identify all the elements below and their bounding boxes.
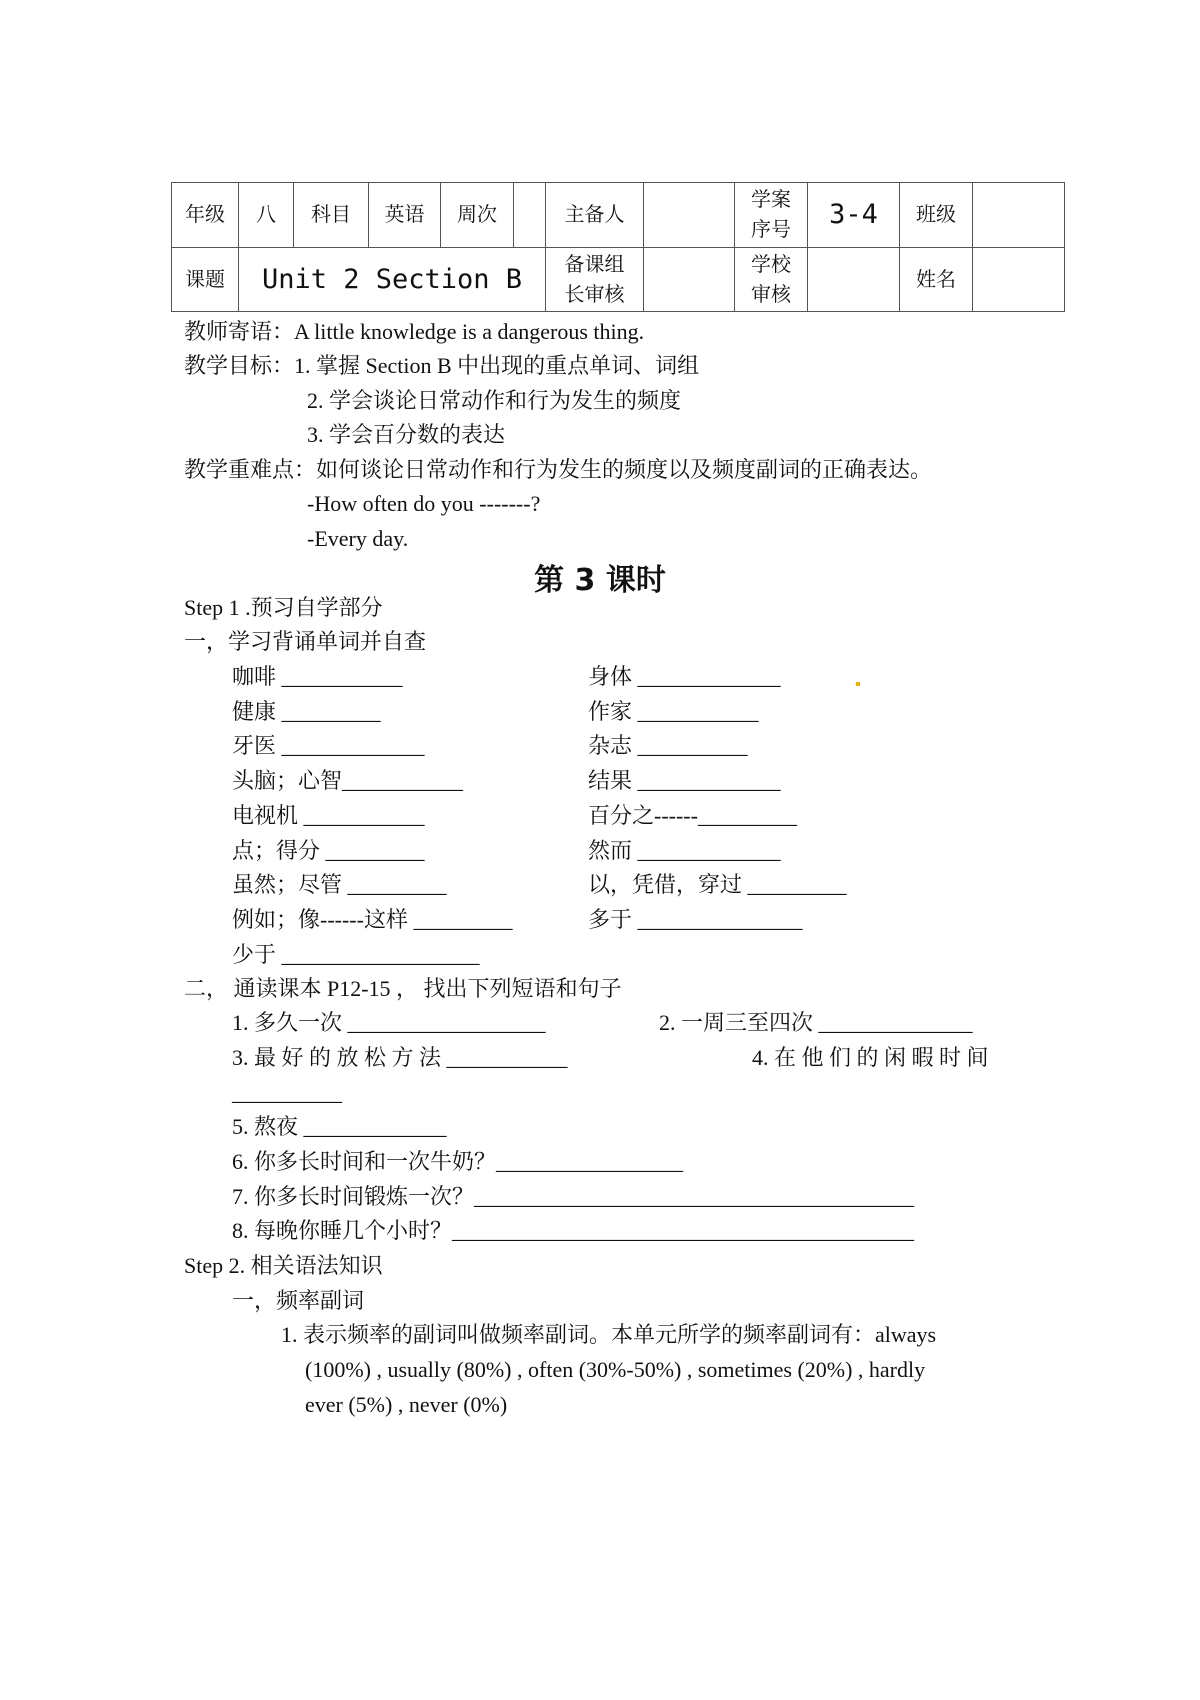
vocab-item: 虽然；尽管 _________ <box>232 872 447 898</box>
header-table <box>171 182 1065 312</box>
phrase-1: 1. 多久一次 __________________ <box>232 1010 546 1035</box>
vocab-item: 少于 __________________ <box>232 941 480 967</box>
vocab-item: 结果 _____________ <box>588 768 781 794</box>
group-review-label <box>546 248 644 312</box>
plan-no-label-2: 序号 <box>751 219 791 241</box>
vocab-item: 例如；像------这样 _________ <box>232 906 513 932</box>
vocab-item: 牙医 _____________ <box>232 733 425 759</box>
stray-mark <box>856 682 860 686</box>
vocab-item: 多于 _______________ <box>588 906 803 932</box>
topic-label: 课题 <box>172 248 239 312</box>
school-review-label-1: 学校 <box>751 253 791 276</box>
class-label: 班级 <box>900 183 973 248</box>
name-label: 姓名 <box>900 248 973 312</box>
plan-no-label <box>735 183 808 248</box>
grade-label: 年级 <box>172 183 239 248</box>
phrase-5: 5. 熬夜 _____________ <box>232 1114 447 1139</box>
preparer-value[interactable] <box>644 183 735 248</box>
adverb-line-2: (100%) , usually (80%) , often (30%-50%) , sometimes (20%) , hardly <box>305 1357 926 1382</box>
vocab-item: 然而 _____________ <box>588 837 781 863</box>
step1-title: Step 1 .预习自学部分 <box>184 595 383 620</box>
adverb-line-1: 1. 表示频率的副词叫做频率副词。本单元所学的频率副词有：always <box>281 1322 937 1347</box>
plan-no-value: 3-4 <box>808 183 900 248</box>
topic-value: Unit 2 Section B <box>239 248 546 312</box>
subject-label: 科目 <box>294 183 369 248</box>
name-value[interactable] <box>973 248 1065 312</box>
step2-title: Step 2. 相关语法知识 <box>184 1253 383 1278</box>
phrase-4-blank[interactable]: __________ <box>232 1080 342 1105</box>
step2-part1: 一，频率副词 <box>232 1288 365 1313</box>
school-review-value[interactable] <box>808 248 900 312</box>
teaching-goals: 教学目标：1. 掌握 Section B 中出现的重点单词、词组 <box>184 353 700 378</box>
dialog-line-1: -How often do you -------? <box>307 491 541 516</box>
vocab-item: 百分之------_________ <box>588 802 797 828</box>
subject-value: 英语 <box>369 183 441 248</box>
adverb-line-3: ever (5%) , never (0%) <box>305 1392 508 1417</box>
grade-value: 八 <box>239 183 294 248</box>
vocab-item: 以，凭借，穿过 _________ <box>588 872 847 898</box>
dialog-line-2: -Every day. <box>307 526 409 551</box>
phrase-4: 4. 在 他 们 的 闲 暇 时 间 <box>752 1045 989 1070</box>
plan-no-label-1: 学案 <box>751 189 791 211</box>
vocab-item: 头脑；心智___________ <box>232 768 464 794</box>
step1-part2: 二， 通读课本 P12-15 ， 找出下列短语和句子 <box>184 976 622 1001</box>
group-review-value[interactable] <box>644 248 735 312</box>
key-points: 教学重难点：如何谈论日常动作和行为发生的频度以及频度副词的正确表达。 <box>184 457 933 482</box>
phrase-3: 3. 最 好 的 放 松 方 法 ___________ <box>232 1045 568 1070</box>
goal-2: 2. 学会谈论日常动作和行为发生的频度 <box>307 388 682 413</box>
teacher-words: 教师寄语：A little knowledge is a dangerous thing. <box>184 319 645 344</box>
phrase-7: 7. 你多长时间锻炼一次？________________________________________ <box>232 1184 915 1209</box>
school-review-label-2: 审核 <box>751 283 791 306</box>
school-review-label <box>735 248 808 312</box>
vocab-item: 电视机 ___________ <box>232 802 425 828</box>
vocab-item: 身体 _____________ <box>588 664 781 689</box>
vocab-item: 健康 _________ <box>232 698 381 724</box>
step1-part1: 一，学习背诵单词并自查 <box>184 629 427 654</box>
phrase-2: 2. 一周三至四次 ______________ <box>659 1010 973 1035</box>
week-label: 周次 <box>441 183 514 248</box>
preparer-label: 主备人 <box>546 183 644 248</box>
goal-3: 3. 学会百分数的表达 <box>307 422 506 447</box>
group-review-label-1: 备课组 <box>564 253 625 276</box>
phrase-8: 8. 每晚你睡几个小时？__________________________________________ <box>232 1218 915 1243</box>
group-review-label-2: 长审核 <box>564 283 625 306</box>
vocab-item: 杂志 __________ <box>588 733 748 759</box>
vocab-item: 作家 ___________ <box>588 698 759 724</box>
lesson-title: 第 3 课时 <box>534 563 666 598</box>
vocab-item: 点；得分 _________ <box>232 837 425 863</box>
phrase-6: 6. 你多长时间和一次牛奶？_________________ <box>232 1149 684 1174</box>
class-value[interactable] <box>973 183 1065 248</box>
week-value[interactable] <box>514 183 546 248</box>
vocab-item: 咖啡 ___________ <box>232 664 403 689</box>
